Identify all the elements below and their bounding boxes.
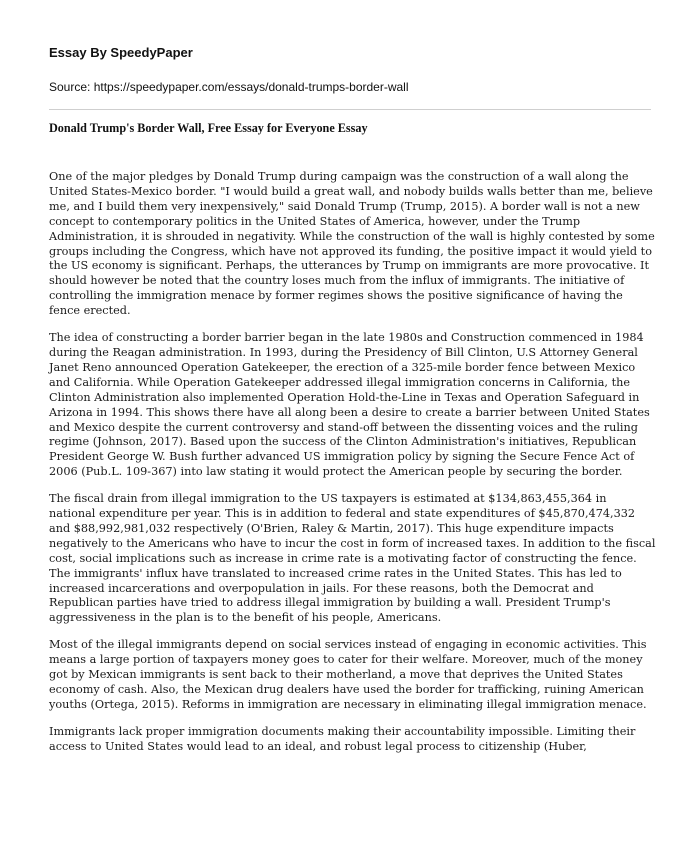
essay-body	[49, 170, 656, 767]
essay-paragraph: Immigrants lack proper immigration documents making their accountability impossible. Limiting their access to United States would lead to an ideal, and robust legal process to citizenship (Huber,	[49, 724, 636, 753]
essay-paragraph: Most of the illegal immigrants depend on social services instead of engaging in economic activities. This means a large portion of taxpayers money goes to cater for their welfare. Moreover, much of the money got by Mexican immigrants is sent back to their motherland, a move that deprives the United States economy of cash. Also, the Mexican drug dealers have used the border for trafficking, ruining American youths (Ortega, 2015). Reforms in immigration are necessary in eliminating illegal immigration menace.	[49, 638, 647, 711]
essay-paragraph: The fiscal drain from illegal immigration to the US taxpayers is estimated at $134,863,455,364 in national expenditure per year. This is in addition to federal and state expenditures of $45,870,474,332 and $88,992,981,032 respectively (O'Brien, Raley & Martin, 2017). This huge expenditure impacts negatively to the Americans who have to incur the cost in form of increased taxes. In addition to the fiscal cost, social implications such as increase in crime rate is a motivating factor of constructing the fence. The immigrants' influx have translated to increased crime rates in the United States. This has led to increased incarcerations and overpopulation in jails. For these reasons, both the Democrat and Republican parties have tried to address illegal immigration by building a wall. President Trump's aggressiveness in the plan is to the benefit of his people, Americans.	[49, 492, 656, 625]
source-line: Source: https://speedypaper.com/essays/donald-trumps-border-wall	[49, 80, 409, 94]
essay-paragraph: One of the major pledges by Donald Trump during campaign was the construction of a wall along the United States-Mexico border. "I would build a great wall, and nobody builds walls better than me, believe me, and I build them very inexpensively," said Donald Trump (Trump, 2015). A border wall is not a new concept to contemporary politics in the United States of America, however, under the Trump Administration, it is shrouded in negativity. While the construction of the wall is highly contested by some groups including the Congress, which have not approved its funding, the positive impact it would yield to the US economy is significant. Perhaps, the utterances by Trump on immigrants are more provocative. It should however be noted that the country loses much from the influx of immigrants. The initiative of controlling the immigration menace by former regimes shows the positive significance of having the fence erected.	[49, 170, 655, 318]
essay-title: Donald Trump's Border Wall, Free Essay for Everyone Essay	[49, 121, 368, 135]
brand-heading: Essay By SpeedyPaper	[49, 45, 193, 60]
header-divider	[49, 109, 651, 110]
essay-paragraph: The idea of constructing a border barrier began in the late 1980s and Construction commenced in 1984 during the Reagan administration. In 1993, during the Presidency of Bill Clinton, U.S Attorney General Janet Reno announced Operation Gatekeeper, the erection of a 325-mile border fence between Mexico and California. While Operation Gatekeeper addressed illegal immigration concerns in California, the Clinton Administration also implemented Operation Hold-the-Line in Texas and Operation Safeguard in Arizona in 1994. This shows there have all along been a desire to create a barrier between United States and Mexico despite the current controversy and stand-off between the dissenting voices and the ruling regime (Johnson, 2017). Based upon the success of the Clinton Administration's initiatives, Republican President George W. Bush further advanced US immigration policy by signing the Secure Fence Act of 2006 (Pub.L. 109-367) into law stating it would protect the American people by securing the border.	[49, 331, 650, 479]
